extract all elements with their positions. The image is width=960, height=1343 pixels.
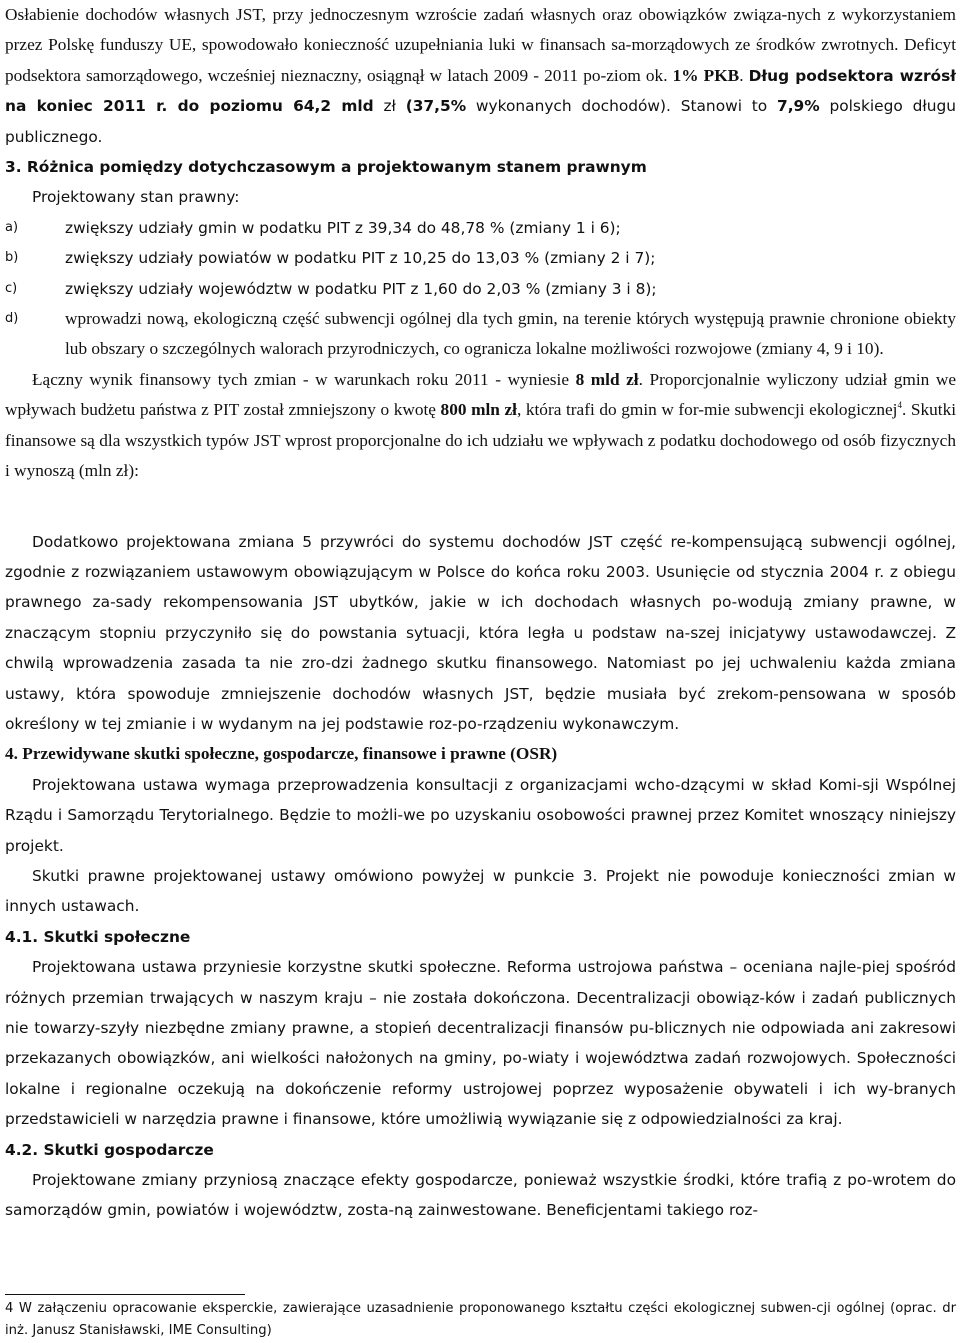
compensation-paragraph: Dodatkowo projektowana zmiana 5 przywróci do systemu dochodów JST część re-kompensującą subwencji ogólnej, zgodnie z rozwiązaniem ustawowym obowiązującym w Polsce do końca roku 2003. Usunięcie od stycznia 2004 r. z obiegu prawnego za-sady rekompensowania JST ubytków, jakie w ich dochodach własnych po-wodują zmiany prawne, w znaczącym stopniu przyczyniło się do powstania sytuacji, która legła u podstaw na-szej inicjatywy ustawodawczej. Z chwilą wprowadzenia zasada ta nie zro-dzi żadnego skutku finansowego. Natomiast po jej uchwaleniu każda zmiana ustawy, która spowoduje zmniejszenie dochodów własnych JST, będzie musiała być zrekom-pensowana w sposób określony w tej zmianie i w wydanym na jej podstawie roz-po-rządzeniu wykonawczym. [5, 532, 956, 733]
intro-paragraph: Osłabienie dochodów własnych JST, przy jednoczesnym wzroście zadań własnych oraz obowiązków związa-nych z wykorzystaniem przez Polskę funduszy UE, spowodowało konieczność uzupełniania luki w finansach sa-morządowych ze środków zwrotnych. Deficyt podsektora samorządowego, wcześniej nieznaczny, osiągnął w latach 2009 - 2011 po-ziom ok. 1% PKB. Dług podsektora wzrósł na koniec 2011 r. do poziomu 64,2 mld zł (37,5% wykonanych dochodów). Stanowi to 7,9% polskiego długu publicznego. [5, 5, 956, 146]
section-4-heading: 4. Przewidywane skutki społeczne, gospodarcze, finansowe i prawne (OSR) [5, 744, 558, 764]
section-4-1-heading: 4.1. Skutki społeczne [5, 927, 191, 946]
table-placeholder [5, 487, 956, 527]
footnote: 4 W załączeniu opracowanie eksperckie, zawierające uzasadnienie proponowanego kształtu części ekologicznej subwen-cji ogólnej (oprac. dr inż. Janusz Stanisławski, IME Consulting) [5, 1301, 956, 1338]
gdp-value: 1% PKB [672, 65, 740, 85]
social-effects-paragraph: Projektowana ustawa przyniesie korzystne skutki społeczne. Reforma ustrojowa państwa – oceniana najle-piej spośród różnych przemian trwających w naszym kraju – nie została dokończona. Decentralizacji obowiąz-ków i zadań publicznych nie towarzy-szyły niezbędne zmiany prawne, a stopień decentralizacji finansów pu-blicznych nie odpowiada ani zakresowi przekazanych obowiązków, ani wielkości nałożonych na gminy, po-wiaty i województwa zadań rozwojowych. Społeczności lokalne i regionalne oczekują na dokończenie reformy ustrojowej poprzez wyposażenie obywateli i ich wy-branych przedstawicieli w narzędzia prawne i finansowe, które umożliwią wywiązanie się z odpowiedzialności za kraj. [5, 958, 956, 1129]
consultation-paragraph: Projektowana ustawa wymaga przeprowadzenia konsultacji z organizacjami wcho-dzącymi w skład Komi-sji Wspólnej Rządu i Samorządu Terytorialnego. Będzie to możli-we po uzyskaniu osobowości prawnej przez Komitet wnoszący niniejszy projekt. [5, 775, 956, 855]
economic-effects-paragraph: Projektowane zmiany przyniosą znaczące efekty gospodarcze, ponieważ wszystkie środki, które trafią z po-wrotem do samorządów gmin, powiatów i województw, zosta-ną zainwestowane. Beneficjentami takiego roz- [5, 1171, 956, 1220]
footnote-ref[interactable]: 4 [897, 400, 902, 411]
list-item: a) zwiększy udziały gmin w podatku PIT z 39,34 do 48,78 % (zmiany 1 i 6); [5, 218, 621, 237]
list-item: d) wprowadzi nową, ekologiczną część subwencji ogólnej dla tych gmin, na terenie których występują prawnie chronione obiekty lub obszary o szczególnych walorach przyrodniczych, co ogranicza lokalne możliwości rozwojowe (zmiany 4, 9 i 10). [5, 309, 956, 359]
changes-list [5, 213, 956, 365]
section-3-subheading: Projektowany stan prawny: [32, 188, 240, 207]
debt-share: 7,9% [777, 97, 820, 116]
summary-paragraph: Łączny wynik finansowy tych zmian - w warunkach roku 2011 - wyniesie 8 mld zł. Proporcjonalnie wyliczony udział gmin we wpływach budżetu państwa z PIT został zmniejszony o kwotę 800 mln zł, która trafi do gmin w for-mie subwencji ekologicznej$^4$. Skutki finansowe są dla wszystkich typów JST wprost proporcjonalne do ich udziału we wpływach z podatku dochodowego od osób fizycznych i wynoszą (mln zł): [5, 369, 957, 481]
debt-ratio: (37,5% [405, 97, 467, 116]
section-4-2-heading: 4.2. Skutki gospodarcze [5, 1140, 214, 1159]
list-item: b) zwiększy udziały powiatów w podatku PIT z 10,25 do 13,03 % (zmiany 2 i 7); [5, 249, 656, 268]
legal-effects-paragraph: Skutki prawne projektowanej ustawy omówiono powyżej w punkcie 3. Projekt nie powoduje konieczności zmian w innych ustawach. [5, 866, 956, 916]
list-item: c) zwiększy udziały województw w podatku PIT z 1,60 do 2,03 % (zmiany 3 i 8); [5, 279, 657, 298]
debt-value: 64,2 mld [293, 97, 374, 116]
footnote-divider [5, 1294, 245, 1295]
section-3-heading: 3. Różnica pomiędzy dotychczasowym a projektowanym stanem prawnym [5, 158, 647, 177]
document-page [5, 0, 956, 1343]
